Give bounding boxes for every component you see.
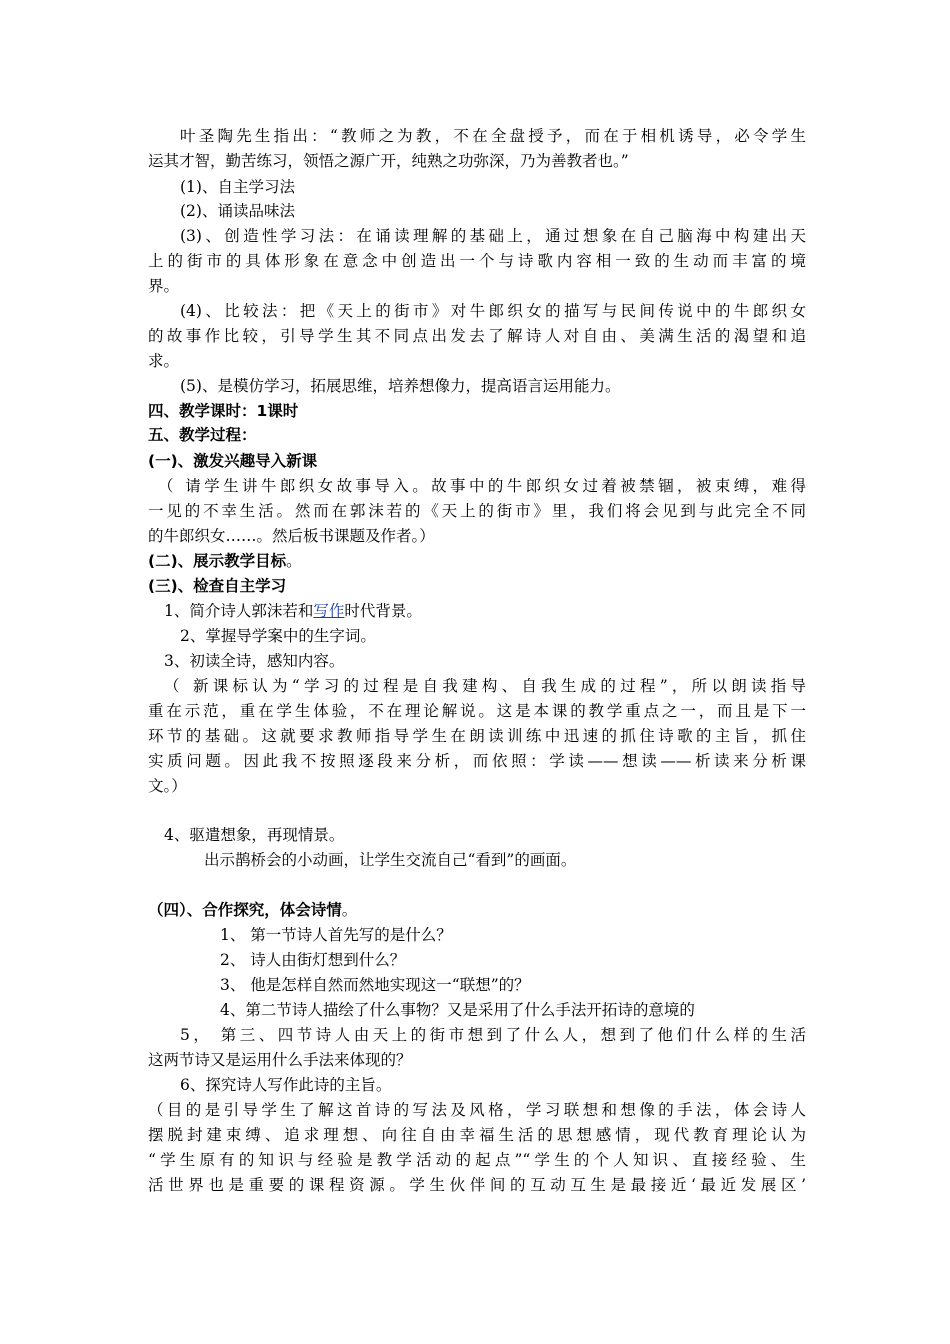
part-3-heading: (三)、检查自主学习 — [148, 577, 287, 595]
item-1-text-a: 1、简介诗人郭沫若和 — [164, 602, 314, 620]
part-3-note-line-1: （ 新课标认为“学习的过程是自我建构、自我生成的过程”，所以朗读指导 — [164, 677, 806, 695]
method-5: (5)、是模仿学习，拓展思维，培养想像力，提高语言运用能力。 — [180, 377, 621, 395]
part-2-title: (二)、展示教学目标 — [148, 552, 287, 570]
method-4-line-1: (4)、比较法：把《天上的街市》对牛郎织女的描写与民间传说中的牛郎织女 — [180, 302, 806, 320]
method-1: (1)、自主学习法 — [180, 178, 295, 196]
part-2-heading — [148, 549, 302, 573]
question-6: 6、探究诗人写作此诗的主旨。 — [180, 1076, 392, 1094]
question-5-line-1: 5， 第三、四节诗人由天上的街市想到了什么人，想到了他们什么样的生活 — [180, 1026, 806, 1044]
part-4-title: （四）、合作探究，体会诗情 — [148, 901, 342, 919]
part-3-item-3: 3、初读全诗，感知内容。 — [164, 652, 345, 670]
intro-line-1: 叶圣陶先生指出：“教师之为教，不在全盘授予，而在于相机诱导，必令学生 — [180, 127, 806, 145]
part-1-line-3: 的牛郎织女……。然后板书课题及作者。） — [148, 527, 435, 545]
note-line-4: 活世界也是重要的课程资源。学生伙伴间的互动互生是最接近‘最近发展区’ — [148, 1176, 806, 1194]
question-2: 2、 诗人由街灯想到什么？ — [220, 951, 406, 969]
note-line-2: 摆脱封建束缚、追求理想、向往自由幸福生活的思想感情，现代教育理论认为 — [148, 1126, 806, 1144]
part-1-heading: (一)、激发兴趣导入新课 — [148, 452, 318, 470]
part-3-note-line-4: 实质问题。因此我不按照逐段来分析，而依照：学读——想读——析读来分析课 — [148, 752, 806, 770]
method-4-line-3: 求。 — [148, 352, 180, 370]
part-2-period: 。 — [286, 552, 302, 570]
method-3-line-2: 上的街市的具体形象在意念中创造出一个与诗歌内容相一致的生动而丰富的境 — [148, 252, 806, 270]
part-1-line-1: （ 请学生讲牛郎织女故事导入。故事中的牛郎织女过着被禁锢，被束缚，难得 — [158, 477, 806, 495]
part-1-line-2: 一见的不幸生活。然而在郭沫若的《天上的街市》里，我们将会见到与此完全不同 — [148, 502, 806, 520]
method-3-line-3: 界。 — [148, 277, 180, 295]
question-5-line-2: 这两节诗又是运用什么手法来体现的？ — [148, 1051, 412, 1069]
section-5-heading: 五、教学过程： — [148, 426, 257, 444]
intro-line-2: 运其才智，勤苦练习，领悟之源广开，纯熟之功弥深，乃为善教者也。” — [148, 152, 629, 170]
part-3-item-2: 2、掌握导学案中的生字词。 — [180, 627, 376, 645]
part-3-note-line-2: 重在示范，重在学生体验，不在理论解说。这是本课的教学重点之一，而且是下一 — [148, 702, 806, 720]
part-3-item-1 — [164, 599, 422, 623]
method-4-line-2: 的故事作比较，引导学生其不同点出发去了解诗人对自由、美满生活的渴望和追 — [148, 327, 806, 345]
part-3-note-line-5: 文。） — [148, 777, 187, 795]
question-1: 1、 第一节诗人首先写的是什么？ — [220, 926, 452, 944]
method-2: (2)、诵读品味法 — [180, 202, 295, 220]
part-4-heading — [148, 898, 357, 922]
writing-link[interactable]: 写作 — [313, 602, 345, 620]
question-3: 3、 他是怎样自然而然地实现这一“联想”的？ — [220, 976, 530, 994]
method-3-line-1: (3)、创造性学习法：在诵读理解的基础上，通过想象在自己脑海中构建出天 — [180, 227, 806, 245]
note-line-3: “学生原有的知识与经验是教学活动的起点”“学生的个人知识、直接经验、生 — [148, 1151, 806, 1169]
item-1-text-b: 时代背景。 — [344, 602, 422, 620]
note-line-1: （目的是引导学生了解这首诗的写法及风格，学习联想和想像的手法，体会诗人 — [148, 1101, 806, 1119]
part-3-note-line-3: 环节的基础。这就要求教师指导学生在朗读训练中迅速的抓住诗歌的主旨，抓住 — [148, 727, 806, 745]
part-3-item-4-detail: 出示鹊桥会的小动画，让学生交流自己“看到”的画面。 — [204, 851, 577, 869]
section-4-heading: 四、教学课时：1课时 — [148, 402, 299, 420]
part-3-item-4: 4、驱遣想象，再现情景。 — [164, 826, 345, 844]
question-4: 4、第二节诗人描绘了什么事物？又是采用了什么手法开拓诗的意境的 — [220, 1001, 695, 1019]
part-4-period: 。 — [341, 901, 358, 919]
